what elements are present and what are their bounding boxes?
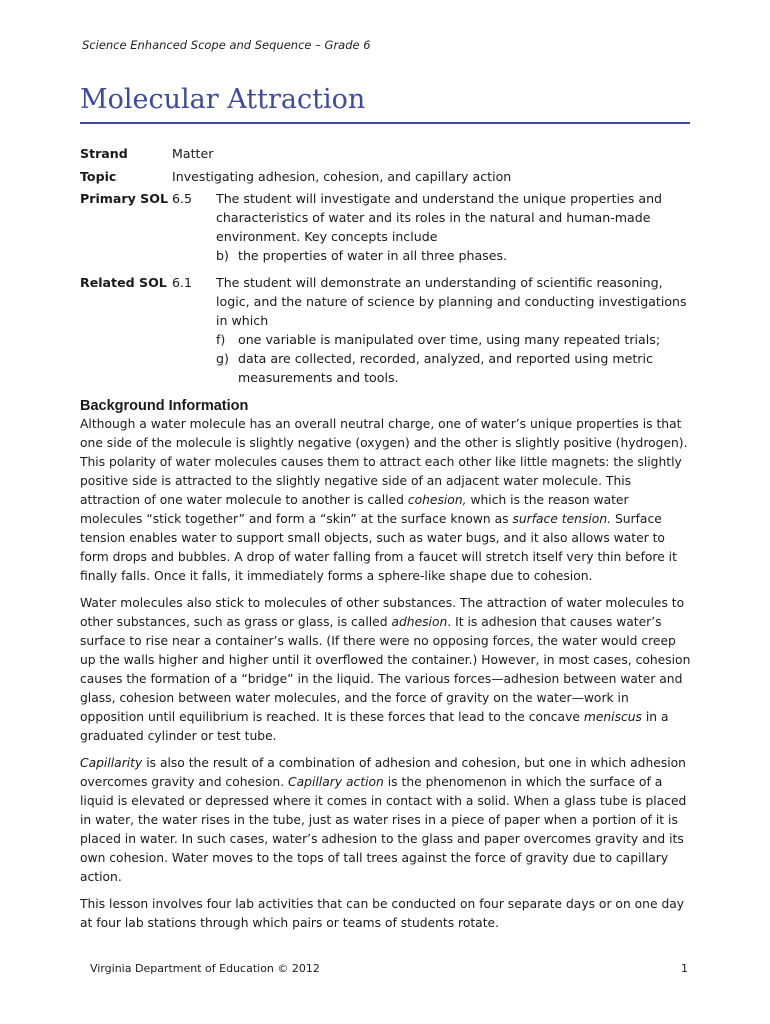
related-sol-item	[216, 330, 692, 349]
primary-sol-text-block	[216, 189, 692, 265]
section-heading: Background Information	[80, 398, 249, 414]
text-run: is the phenomenon in which the surface of a liquid is elevated or depressed where it comes in contact with a solid. When a glass tube is placed in water, the water rises in the tube, just as water rises in a piece of paper when a portion of it is placed in water. In such cases, water’s adhesion to the glass and paper overcomes gravity and its own cohesion. Water moves to the tops of tall trees against the force of gravity due to capillary action.	[80, 775, 687, 884]
topic-label: Topic	[80, 169, 117, 184]
list-marker: b)	[216, 248, 229, 263]
text-run: Although a water molecule has an overall neutral charge, one of water’s unique properties is that one side of the molecule is slightly negative (oxygen) and the other is slightly positive (hydrogen). This polarity of water molecules causes them to attract each other like little magnets: the slightly positive side is attracted to the slightly negative side of an adjacent water molecule. This attraction of one water molecule to another is called	[80, 417, 688, 507]
strand-row	[80, 144, 692, 163]
topic-value: Investigating adhesion, cohesion, and capillary action	[172, 169, 512, 184]
sol-meta-block	[80, 144, 692, 387]
term-adhesion: adhesion	[391, 615, 448, 629]
paragraph	[80, 415, 692, 586]
text-run: . It is adhesion that causes water’s surface to rise near a container’s walls. (If there were no opposing forces, the water would creep up the walls higher and higher until it overflowed the container.) However, in most cases, cohesion causes the formation of a “bridge” in the liquid. The various forces—adhesion between water and glass, cohesion between water molecules, and the force of gravity on the water—work in opposition until equilibrium is reached. It is these forces that lead to the concave	[80, 615, 691, 724]
related-sol-label: Related SOL	[80, 275, 167, 290]
term-capillary-action: Capillary action	[288, 775, 384, 789]
list-item-text: data are collected, recorded, analyzed, and reported using metric measurements and tools.	[238, 351, 653, 385]
list-marker: f)	[216, 332, 226, 347]
footer-copyright: Virginia Department of Education © 2012	[90, 962, 320, 975]
running-header: Science Enhanced Scope and Sequence – Grade 6	[82, 38, 371, 52]
text-run: in a graduated cylinder or test tube.	[80, 710, 669, 743]
paragraph	[80, 594, 692, 746]
related-sol-row	[80, 273, 692, 387]
list-marker: g)	[216, 351, 229, 366]
list-item-text: the properties of water in all three phases.	[238, 248, 508, 263]
term-meniscus: meniscus	[583, 710, 642, 724]
term-capillarity: Capillarity	[80, 756, 143, 770]
text-run: Water molecules also stick to molecules of other substances. The attraction of water molecules to other substances, such as grass or glass, is called	[80, 596, 685, 629]
strand-value: Matter	[172, 146, 214, 161]
topic-row	[80, 167, 692, 186]
related-sol-text: The student will demonstrate an understanding of scientific reasoning, logic, and the nature of science by planning and conducting investigations in which	[216, 275, 687, 328]
primary-sol-text: The student will investigate and understand the unique properties and characteristics of water and its roles in the natural and human-made environment. Key concepts include	[216, 191, 663, 244]
text-run: Surface tension enables water to support small objects, such as water bugs, and it also allows water to form drops and bubbles. A drop of water falling from a faucet will stretch itself very thin before it finally falls. Once it falls, it immediately forms a sphere-like shape due to cohesion.	[80, 512, 677, 583]
primary-sol-label: Primary SOL	[80, 191, 168, 206]
primary-sol-number: 6.5	[172, 191, 193, 206]
related-sol-item	[216, 349, 692, 387]
strand-label: Strand	[80, 146, 128, 161]
primary-sol-item	[216, 246, 692, 265]
text-run: which is the reason water molecules “stick together” and form a “skin” at the surface known as	[80, 493, 629, 526]
page-title: Molecular Attraction	[80, 84, 366, 115]
list-item-text: one variable is manipulated over time, using many repeated trials;	[238, 332, 661, 347]
term-surface-tension: surface tension.	[512, 512, 612, 526]
paragraph: This lesson involves four lab activities that can be conducted on four separate days or on one day at four lab stations through which pairs or teams of students rotate.	[80, 897, 685, 930]
paragraph	[80, 754, 692, 887]
title-rule	[80, 122, 690, 124]
primary-sol-row	[80, 189, 692, 265]
related-sol-number: 6.1	[172, 275, 193, 290]
term-cohesion: cohesion,	[407, 493, 467, 507]
background-body	[80, 415, 692, 941]
related-sol-text-block	[216, 273, 692, 387]
text-run: is also the result of a combination of adhesion and cohesion, but one in which adhesion overcomes gravity and cohesion.	[80, 756, 686, 789]
page-number: 1	[681, 962, 688, 975]
